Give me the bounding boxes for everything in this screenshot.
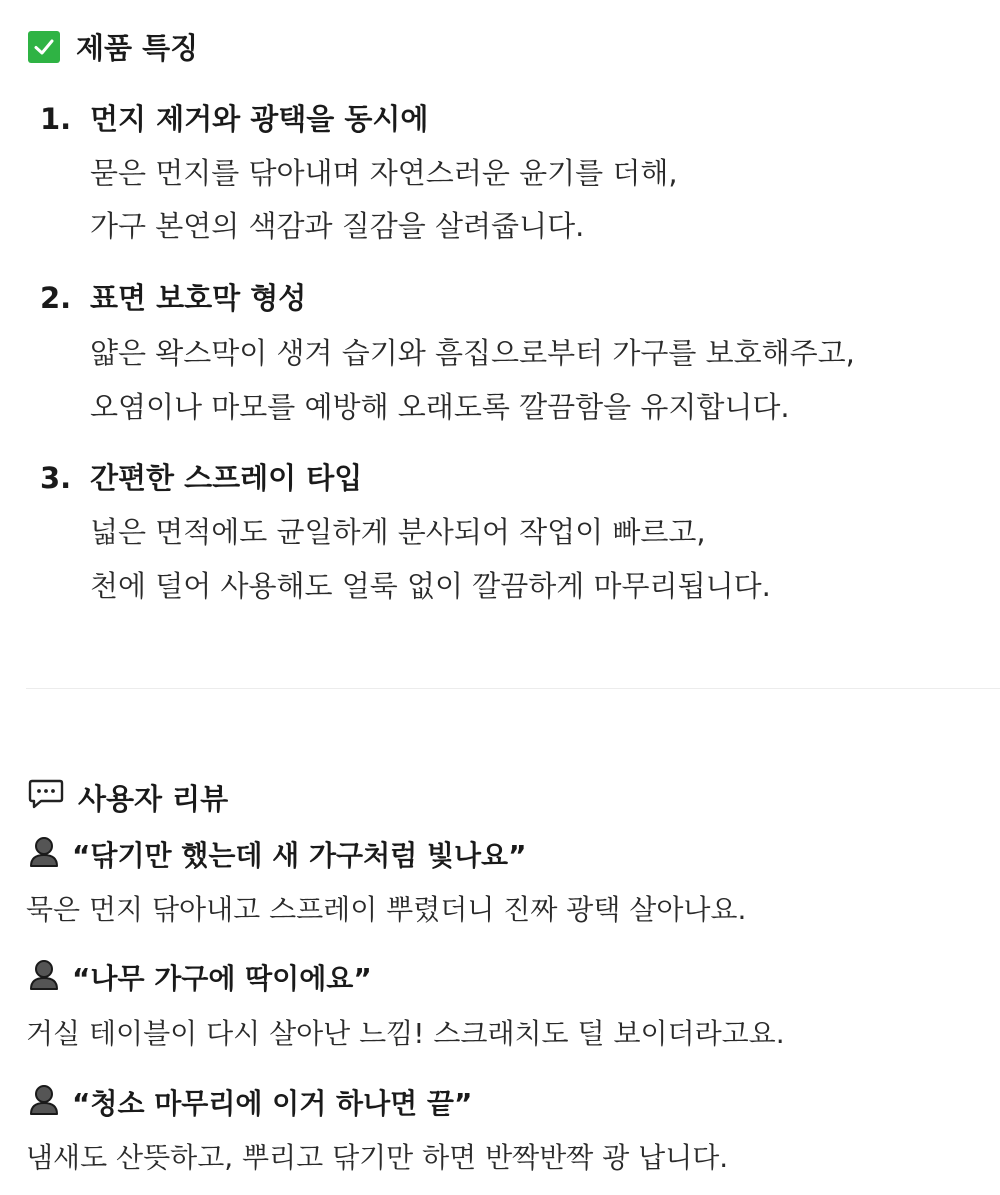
review-title bbox=[28, 834, 526, 874]
features-heading bbox=[28, 26, 198, 67]
feature-description-line: 오염이나 마모를 예방해 오래도록 깔끔함을 유지합니다. bbox=[90, 390, 790, 424]
features-heading-text: 제품 특징 bbox=[76, 31, 199, 65]
review-body: 냄새도 산뜻하고, 뿌리고 닦기만 하면 반짝반짝 광 납니다. bbox=[26, 1141, 729, 1174]
chat-bubble-icon bbox=[28, 778, 64, 817]
feature-title-text: 간편한 스프레이 타입 bbox=[90, 461, 363, 495]
feature-title bbox=[40, 456, 362, 497]
feature-description-line: 천에 덜어 사용해도 얼룩 없이 깔끔하게 마무리됩니다. bbox=[90, 569, 771, 603]
feature-number: 3. bbox=[40, 461, 72, 495]
user-avatar-icon bbox=[28, 835, 60, 874]
section-divider bbox=[26, 688, 1000, 689]
review-title-text: “청소 마무리에 이거 하나면 끝” bbox=[72, 1087, 473, 1120]
review-title bbox=[28, 1082, 472, 1122]
feature-title bbox=[40, 97, 428, 138]
feature-title-text: 표면 보호막 형성 bbox=[90, 281, 307, 315]
review-title-text: “나무 가구에 딱이에요” bbox=[72, 962, 372, 995]
check-box-icon bbox=[28, 31, 60, 63]
feature-number: 2. bbox=[40, 281, 72, 315]
feature-description-line: 넓은 면적에도 균일하게 분사되어 작업이 빠르고, bbox=[90, 515, 706, 549]
feature-title-text: 먼지 제거와 광택을 동시에 bbox=[90, 102, 429, 136]
feature-description-line: 가구 본연의 색감과 질감을 살려줍니다. bbox=[90, 209, 585, 243]
review-title-text: “닦기만 했는데 새 가구처럼 빛나요” bbox=[72, 839, 527, 872]
reviews-heading bbox=[28, 777, 228, 818]
feature-number: 1. bbox=[40, 102, 72, 136]
review-title bbox=[28, 957, 372, 997]
reviews-heading-text: 사용자 리뷰 bbox=[78, 782, 229, 816]
review-body: 거실 테이블이 다시 살아난 느낌! 스크래치도 덜 보이더라고요. bbox=[26, 1017, 785, 1050]
feature-title bbox=[40, 276, 306, 317]
user-avatar-icon bbox=[28, 1083, 60, 1122]
feature-description-line: 묻은 먼지를 닦아내며 자연스러운 윤기를 더해, bbox=[90, 156, 678, 190]
feature-description-line: 얇은 왁스막이 생겨 습기와 흠집으로부터 가구를 보호해주고, bbox=[90, 336, 855, 370]
review-body: 묵은 먼지 닦아내고 스프레이 뿌렸더니 진짜 광택 살아나요. bbox=[26, 893, 747, 926]
user-avatar-icon bbox=[28, 958, 60, 997]
